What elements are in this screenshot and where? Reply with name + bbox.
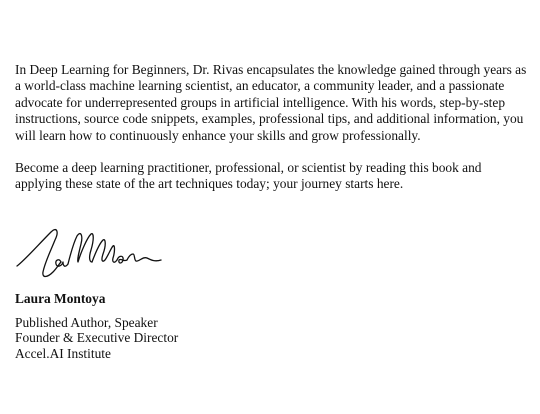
foreword-paragraph-1: In Deep Learning for Beginners, Dr. Rivas encapsulates the knowledge gained through years as a world-class machine learning scientist, an educator, a community leader, and a passionate advocate for underrepresented groups in artificial intelligence. With his words, step-by-step instructions, source code snippets, examples, professional tips, and additional information, you will learn how to continuously enhance your skills and grow professionally.	[15, 62, 527, 143]
signer-name: Laura Montoya	[15, 291, 106, 306]
foreword-body	[15, 62, 530, 193]
signer-title-2: Founder & Executive Director	[15, 330, 179, 346]
signer-title-3: Accel.AI Institute	[15, 345, 111, 361]
signature-drawing	[15, 222, 165, 284]
handwritten-signature	[15, 222, 165, 284]
signer-credentials	[15, 315, 178, 361]
signer-title-1: Published Author, Speaker	[15, 315, 158, 330]
foreword-paragraph-2: Become a deep learning practitioner, professional, or scientist by reading this book and applying these state of the art techniques today; your journey starts here.	[15, 160, 482, 192]
